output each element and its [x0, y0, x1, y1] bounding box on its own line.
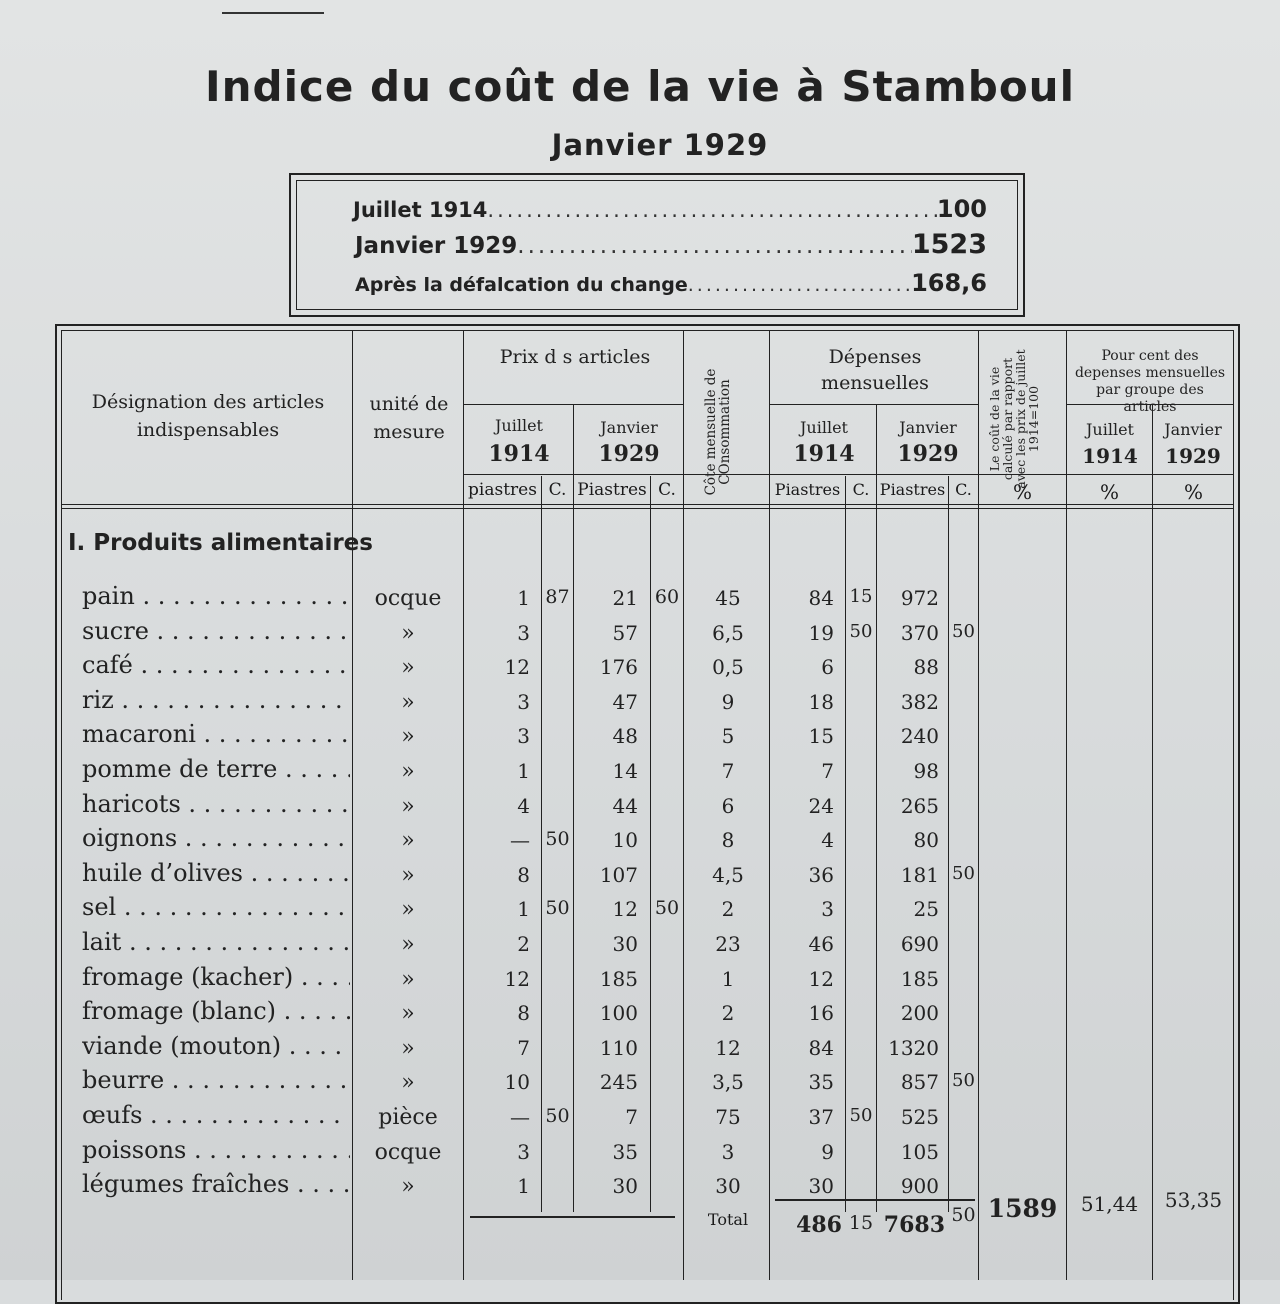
cell-unit: »: [401, 1070, 415, 1096]
cell-d29: 240: [900, 724, 939, 749]
unit-piastres: piastres: [468, 480, 537, 500]
cell-d14: 12: [808, 966, 834, 991]
cell-dc14: 50: [849, 620, 873, 642]
unit-centimes: C.: [548, 480, 567, 500]
cell-c14: 50: [545, 828, 570, 851]
cell-p29: 30: [612, 1174, 638, 1199]
table-row: [0, 651, 1280, 685]
article-label: lait: [82, 928, 122, 956]
unit-piastres: Piastres: [879, 480, 946, 499]
cell-dc29: 50: [952, 862, 975, 884]
cell-d29: 181: [900, 862, 939, 887]
table-row: [0, 1032, 1280, 1066]
cell-d29: 80: [913, 828, 939, 853]
cell-p14: 10: [504, 1070, 530, 1095]
cell-d29: 98: [913, 759, 939, 783]
cell-dc29: 50: [952, 620, 975, 642]
leader-dots: [181, 790, 350, 818]
article-name: [82, 755, 350, 783]
total-rule: [470, 1216, 675, 1218]
cell-p14: 8: [517, 862, 530, 887]
cell-d14: 19: [808, 620, 834, 645]
cell-cote: 3,5: [712, 1070, 744, 1095]
cell-p29: 14: [612, 759, 638, 783]
cell-p14: 4: [517, 793, 530, 818]
cell-d29: 25: [913, 897, 939, 922]
article-label: œufs: [82, 1101, 143, 1129]
header-year: 1914: [793, 441, 855, 467]
top-rule: [222, 12, 324, 14]
cell-d29: 857: [900, 1070, 939, 1095]
cell-c14: 50: [545, 1105, 570, 1127]
cell-d14: 36: [808, 862, 834, 887]
header-divider: [463, 404, 683, 405]
cell-d14: 16: [808, 1001, 834, 1026]
leader-dots: [121, 928, 350, 956]
summary-row-change: [355, 269, 987, 297]
leader-dots: [276, 997, 350, 1025]
table-row: [0, 720, 1280, 754]
cell-p14: —: [510, 828, 530, 853]
table-row: [0, 893, 1280, 927]
cell-d14: 30: [808, 1174, 834, 1199]
header-cote: Côte mensuelle de COnsommation: [703, 368, 733, 496]
leader-dots: [177, 824, 350, 852]
header-year: 1914: [488, 441, 550, 467]
cell-p14: 1: [517, 1174, 530, 1199]
unit-centimes: C.: [852, 480, 870, 499]
summary-label: Après la défalcation du change: [355, 274, 688, 296]
cell-unit: »: [401, 966, 415, 992]
article-label: sucre: [82, 616, 149, 645]
total-dc29: 50: [951, 1204, 976, 1226]
article-name: [82, 686, 350, 714]
cell-d14: 4: [821, 828, 834, 853]
unit-centimes: C.: [955, 480, 972, 499]
header-divider: [463, 474, 1234, 475]
cell-p29: 47: [612, 689, 638, 714]
cell-d14: 35: [808, 1070, 834, 1095]
cell-cote: 8: [721, 828, 735, 853]
leader-dots: [114, 686, 350, 714]
unit-centimes: C.: [658, 480, 676, 500]
leader-dots: [688, 274, 911, 296]
header-unit: unité de mesure: [369, 393, 449, 443]
cell-d14: 3: [821, 897, 834, 922]
cell-p29: 12: [612, 897, 638, 922]
cell-unit: »: [401, 793, 415, 819]
cell-cote: 5: [721, 724, 735, 749]
cell-dc14: 15: [849, 586, 873, 607]
table-row: [0, 790, 1280, 824]
article-name: [82, 1032, 350, 1060]
article-label: fromage (kacher): [82, 962, 294, 991]
cell-p29: 21: [612, 586, 638, 610]
unit-percent: %: [1099, 480, 1119, 504]
article-name: [82, 1136, 350, 1164]
cell-d29: 690: [900, 932, 939, 956]
cell-cote: 6: [721, 793, 735, 818]
summary-value: 1523: [911, 229, 987, 260]
article-label: café: [82, 651, 133, 680]
cell-p14: 1: [517, 897, 530, 922]
cell-d14: 37: [808, 1105, 834, 1129]
article-label: huile d’olives: [82, 858, 243, 887]
cell-d29: 200: [900, 1001, 939, 1026]
table-row: [0, 859, 1280, 893]
cell-cote: 4,5: [712, 862, 744, 887]
leader-dots: [196, 720, 350, 748]
cell-unit: »: [401, 1174, 415, 1200]
cell-p14: 1: [517, 759, 530, 783]
leader-dots: [135, 582, 350, 610]
table-row: [0, 928, 1280, 962]
header-janvier: Janvier: [600, 418, 658, 437]
article-name: [82, 582, 350, 610]
cell-unit: ocque: [374, 586, 442, 611]
leader-dots: [116, 893, 350, 921]
table-row: [0, 686, 1280, 720]
leader-dots: [277, 755, 350, 783]
total-label: Total: [707, 1210, 749, 1229]
article-name: [82, 1170, 350, 1198]
cell-cote: 23: [715, 932, 741, 956]
article-label: oignons: [82, 824, 178, 853]
total-rule: [775, 1199, 975, 1201]
cell-p14: 3: [517, 1139, 530, 1164]
cell-unit: »: [401, 689, 415, 715]
summary-box: [289, 173, 1025, 317]
summary-value: 168,6: [911, 269, 987, 297]
summary-label: Juillet 1914: [353, 198, 488, 222]
cell-unit: »: [401, 655, 415, 681]
total-d14: 486: [796, 1212, 842, 1238]
cell-d29: 1320: [888, 1035, 939, 1060]
summary-value: 100: [936, 195, 987, 223]
article-label: fromage (blanc): [82, 997, 277, 1026]
table-row: [0, 1101, 1280, 1135]
header-designation: Désignation des articles indispensables: [91, 391, 325, 441]
article-label: pain: [82, 582, 135, 610]
table-row: [0, 755, 1280, 789]
cell-unit: »: [401, 828, 415, 854]
article-label: beurre: [82, 1066, 165, 1095]
cell-unit: »: [401, 724, 415, 750]
cell-unit: »: [401, 1035, 415, 1061]
section-heading: I. Produits alimentaires: [68, 530, 373, 556]
header-janvier: Janvier: [899, 418, 957, 437]
table-row: [0, 617, 1280, 651]
article-name: [82, 1101, 350, 1129]
article-name: [82, 859, 350, 887]
cell-d29: 525: [900, 1105, 939, 1129]
cell-d29: 185: [900, 966, 939, 991]
table-row: [0, 824, 1280, 858]
cell-d14: 24: [808, 793, 834, 818]
article-label: légumes fraîches: [82, 1170, 290, 1199]
cell-unit: »: [401, 897, 415, 923]
cell-d14: 7: [821, 759, 834, 783]
table-row: [0, 1066, 1280, 1100]
article-label: sel: [82, 893, 117, 922]
header-juillet: Juillet: [800, 418, 848, 437]
cell-cote: 30: [715, 1174, 741, 1199]
cell-p29: 176: [599, 655, 638, 680]
header-depenses: Dépenses mensuelles: [821, 346, 929, 394]
cell-cote: 2: [721, 1001, 735, 1026]
cell-dc29: 50: [952, 1070, 975, 1092]
cell-p29: 110: [599, 1035, 638, 1060]
header-pourcent: Pour cent des depenses mensuelles par groupe des articles: [1074, 348, 1226, 415]
cell-p14: 8: [517, 1001, 530, 1026]
cell-unit: »: [401, 862, 415, 888]
total-d29: 7683: [883, 1212, 945, 1238]
cell-d29: 88: [913, 655, 939, 680]
article-name: [82, 720, 350, 748]
article-label: viande (mouton): [82, 1031, 282, 1060]
cell-d14: 84: [808, 586, 834, 610]
cell-p14: 3: [517, 724, 530, 749]
document-title: Indice du coût de la vie à Stamboul: [205, 62, 1075, 111]
cell-d29: 900: [900, 1174, 939, 1199]
cell-p14: 3: [517, 620, 530, 645]
cell-cote: 6,5: [712, 620, 744, 645]
total-dc14: 15: [848, 1212, 874, 1234]
cell-p29: 107: [599, 862, 638, 887]
table-row: [0, 997, 1280, 1031]
cell-unit: »: [401, 759, 415, 784]
leader-dots: [186, 1136, 350, 1164]
article-label: pomme de terre: [82, 755, 278, 783]
article-label: poissons: [82, 1135, 187, 1164]
article-name: [82, 1066, 350, 1094]
article-name: [82, 824, 350, 852]
cell-p14: 12: [504, 655, 530, 680]
article-name: [82, 617, 350, 645]
cell-p29: 10: [612, 828, 638, 853]
cell-unit: »: [401, 932, 415, 957]
cell-cote: 0,5: [712, 655, 744, 680]
header-indice: Le coût de la vie calculé par rapport avec les prix de juillet 1914=100: [987, 349, 1041, 489]
cell-p29: 35: [612, 1139, 638, 1164]
cell-d14: 15: [808, 724, 834, 749]
article-name: [82, 893, 350, 921]
cell-d14: 18: [808, 689, 834, 714]
cell-p14: —: [510, 1105, 530, 1129]
cell-d29: 370: [900, 620, 939, 645]
cell-d14: 6: [821, 655, 834, 680]
document-subtitle: Janvier 1929: [551, 128, 769, 162]
leader-dots: [293, 963, 350, 991]
leader-dots: [281, 1032, 350, 1060]
header-year: 1914: [1082, 444, 1138, 468]
article-label: riz: [82, 685, 114, 714]
header-divider: [769, 404, 978, 405]
table-row: [0, 582, 1280, 616]
cell-cote: 9: [721, 689, 735, 714]
header-janvier: Janvier: [1164, 420, 1222, 439]
cell-p29: 245: [599, 1070, 638, 1095]
total-indice: 1589: [987, 1194, 1058, 1223]
cell-p29: 30: [612, 932, 638, 956]
cell-cote: 2: [721, 897, 735, 922]
cell-d29: 105: [900, 1139, 939, 1164]
cell-p14: 3: [517, 689, 530, 714]
cell-unit: ocque: [374, 1139, 442, 1165]
cell-p14: 1: [517, 586, 530, 610]
unit-percent: %: [1183, 480, 1203, 504]
cell-cote: 7: [721, 759, 735, 783]
unit-percent: %: [1012, 480, 1032, 504]
cell-dc14: 50: [849, 1105, 873, 1126]
cell-cote: 3: [721, 1139, 735, 1164]
table-row: [0, 1136, 1280, 1170]
leader-dots: [289, 1170, 350, 1198]
cell-d29: 382: [900, 689, 939, 714]
article-name: [82, 651, 350, 679]
leader-dots: [149, 617, 350, 645]
cell-cote: 45: [715, 586, 741, 610]
header-year: 1929: [598, 441, 660, 467]
cell-p29: 57: [612, 620, 638, 645]
header-bottom-rule: [61, 508, 1234, 509]
header-year: 1929: [1165, 444, 1221, 468]
article-label: haricots: [82, 789, 181, 818]
cell-p29: 185: [599, 966, 638, 991]
cell-c29: 60: [654, 586, 680, 608]
total-pct29: 53,35: [1164, 1188, 1223, 1212]
cell-p29: 48: [612, 724, 638, 749]
cell-unit: »: [401, 1001, 415, 1027]
cell-d14: 84: [808, 1035, 834, 1060]
article-name: [82, 790, 350, 818]
header-prix: Prix d s articles: [499, 346, 651, 368]
leader-dots: [517, 233, 912, 259]
cell-p14: 2: [517, 932, 530, 956]
header-bottom-rule: [61, 504, 1234, 505]
leader-dots: [142, 1101, 350, 1129]
cell-c14: 87: [545, 586, 570, 608]
leader-dots: [243, 859, 350, 887]
unit-piastres: Piastres: [577, 480, 647, 500]
cell-d29: 972: [900, 586, 939, 610]
header-juillet: Juillet: [495, 416, 543, 435]
leader-dots: [487, 198, 936, 222]
header-juillet: Juillet: [1086, 420, 1134, 439]
cell-c14: 50: [545, 897, 570, 920]
unit-piastres: Piastres: [774, 480, 841, 499]
leader-dots: [164, 1066, 350, 1094]
cell-d29: 265: [900, 793, 939, 818]
summary-row-1914: [353, 195, 987, 223]
cell-d14: 9: [821, 1139, 834, 1164]
cell-cote: 12: [715, 1035, 741, 1060]
article-label: macaroni: [82, 720, 196, 749]
cell-cote: 75: [715, 1105, 741, 1129]
header-year: 1929: [897, 441, 959, 467]
summary-label: Janvier 1929: [355, 233, 518, 259]
cell-unit: »: [401, 620, 415, 646]
cell-p14: 7: [517, 1035, 530, 1060]
cell-unit: pièce: [378, 1105, 438, 1130]
summary-row-1929: [355, 229, 987, 260]
article-name: [82, 997, 350, 1025]
table-row: [0, 963, 1280, 997]
article-name: [82, 963, 350, 991]
cell-p14: 12: [504, 966, 530, 991]
cell-c29: 50: [654, 897, 680, 920]
total-pct14: 51,44: [1080, 1192, 1139, 1216]
cell-d14: 46: [808, 932, 834, 956]
cell-p29: 44: [612, 793, 638, 818]
cell-cote: 1: [721, 966, 735, 991]
leader-dots: [133, 651, 350, 679]
cell-p29: 100: [599, 1001, 638, 1026]
cell-p29: 7: [625, 1105, 638, 1129]
article-name: [82, 928, 350, 956]
